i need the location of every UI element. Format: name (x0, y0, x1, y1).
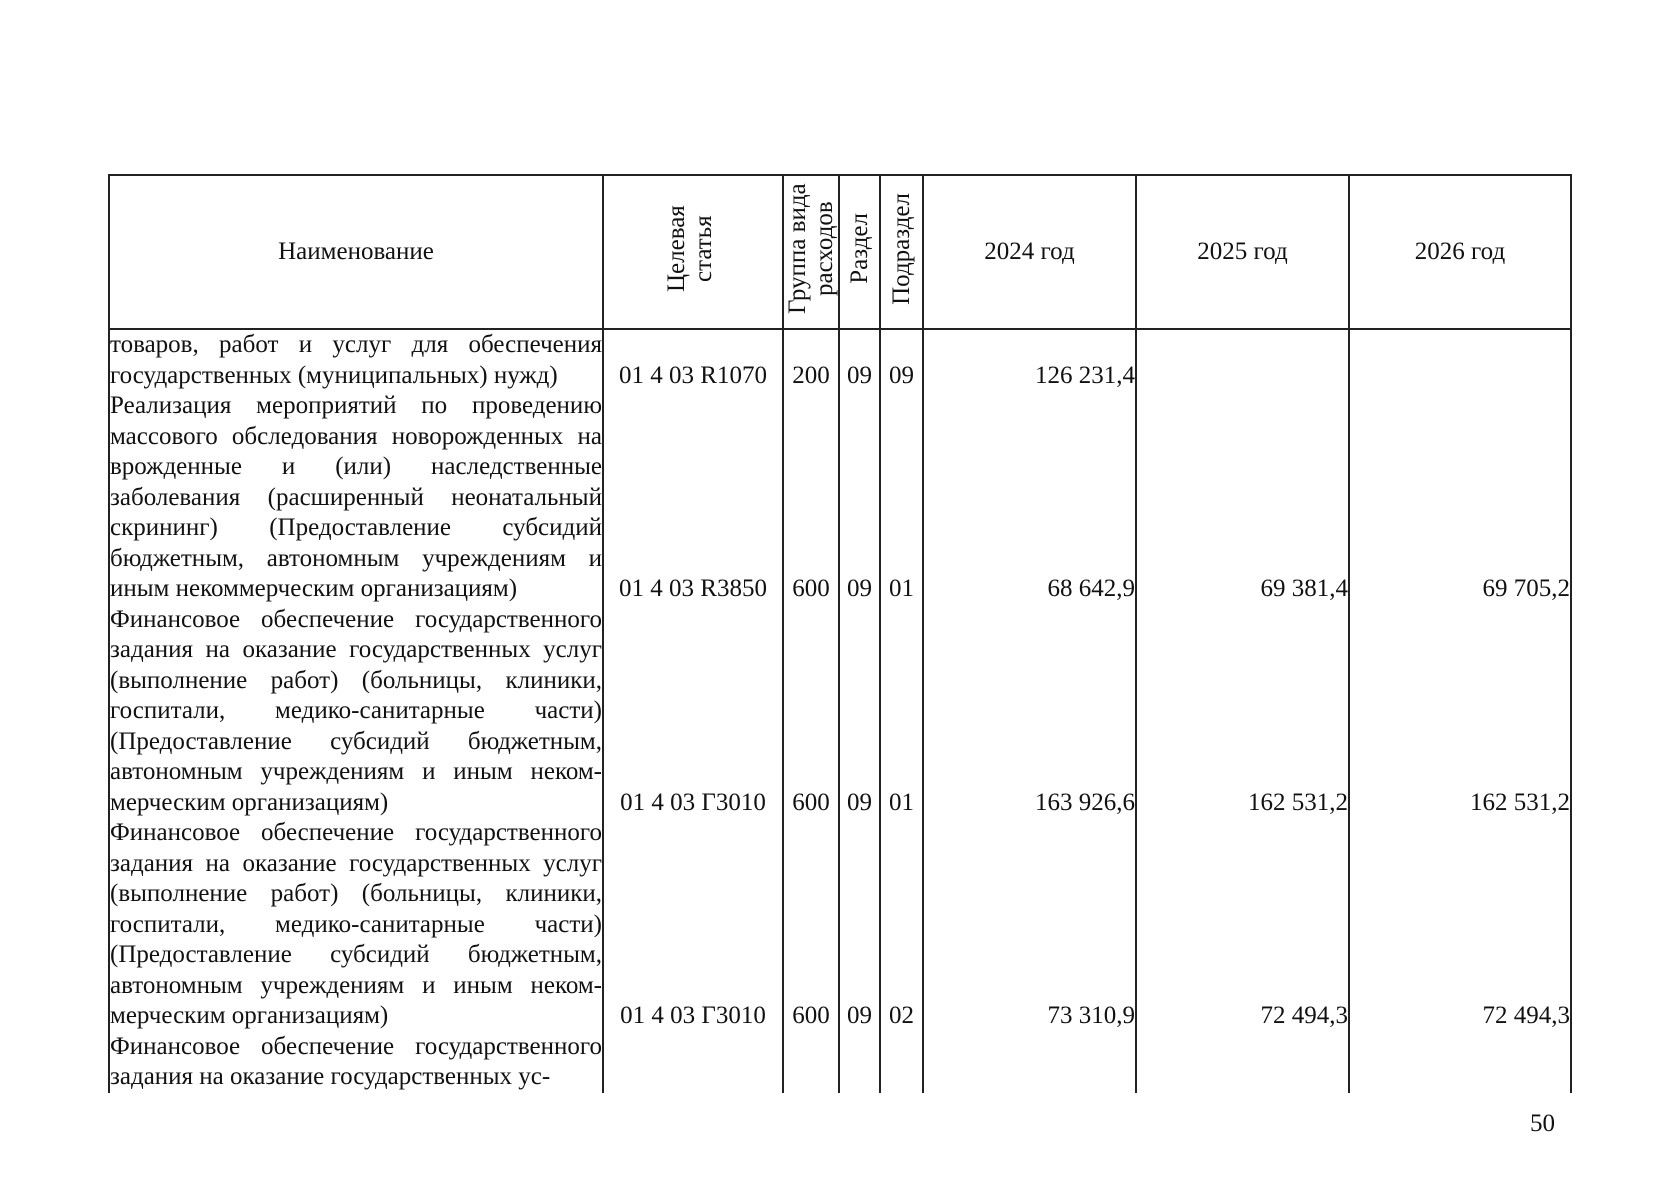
header-subsection: Подраздел (880, 175, 923, 329)
row-amount-2024 (923, 1032, 1136, 1093)
row-amount-2024: 126 231,4 (923, 329, 1136, 391)
row-name: Финансовое обеспечение государственного задания на оказание государственных ус- (109, 1032, 603, 1093)
row-subsection: 01 (880, 391, 923, 605)
row-name: товаров, работ и услуг для обеспечения государственных (муниципальных) нужд) (109, 329, 603, 391)
row-name: Финансовое обеспечение государственного задания на оказание государственных услуг (выполнение работ) (больницы, клиники, госпитали, медико-санитарные части) (Предоставление субсидий бюджетным, автономным учреждениям и иным некоммерческим организациям) (109, 818, 603, 1032)
row-section: 09 (839, 329, 880, 391)
row-amount-2025 (1136, 329, 1349, 391)
row-subsection: 02 (880, 818, 923, 1032)
row-amount-2024: 68 642,9 (923, 391, 1136, 605)
row-target-article (603, 1032, 783, 1093)
row-amount-2025: 69 381,4 (1136, 391, 1349, 605)
header-year-2024: 2024 год (923, 175, 1136, 329)
row-subsection: 01 (880, 605, 923, 819)
row-section (839, 1032, 880, 1093)
row-section: 09 (839, 818, 880, 1032)
table-row (109, 818, 1571, 1032)
row-amount-2026 (1349, 329, 1571, 391)
row-name: Реализация мероприятий по проведению массового обследования новорожденных на врожденные и (или) наследственные заболевания (расширенный неонатальный скрининг) (Предоставление субсидий бюджетным, автономным учреждениям и иным некоммерческим организациям) (109, 391, 603, 605)
header-expense-group: Группа вида расходов (783, 175, 839, 329)
header-target-article: Целевая статья (603, 175, 783, 329)
row-expense-group: 200 (783, 329, 839, 391)
row-amount-2024: 73 310,9 (923, 818, 1136, 1032)
table-row (109, 605, 1571, 819)
row-amount-2025: 72 494,3 (1136, 818, 1349, 1032)
row-target-article: 01 4 03 Г3010 (603, 605, 783, 819)
row-amount-2024: 163 926,6 (923, 605, 1136, 819)
header-year-2025: 2025 год (1136, 175, 1349, 329)
row-subsection (880, 1032, 923, 1093)
budget-table (108, 174, 1572, 1093)
row-expense-group (783, 1032, 839, 1093)
row-section: 09 (839, 605, 880, 819)
row-expense-group: 600 (783, 391, 839, 605)
header-section: Раздел (839, 175, 880, 329)
table-row (109, 391, 1571, 605)
row-subsection: 09 (880, 329, 923, 391)
row-amount-2026: 162 531,2 (1349, 605, 1571, 819)
row-target-article: 01 4 03 R1070 (603, 329, 783, 391)
page-number: 50 (1530, 1110, 1555, 1137)
row-amount-2026: 72 494,3 (1349, 818, 1571, 1032)
row-section: 09 (839, 391, 880, 605)
table-row (109, 329, 1571, 391)
row-amount-2025 (1136, 1032, 1349, 1093)
row-target-article: 01 4 03 R3850 (603, 391, 783, 605)
row-amount-2026 (1349, 1032, 1571, 1093)
row-amount-2026: 69 705,2 (1349, 391, 1571, 605)
row-name: Финансовое обеспечение государственного задания на оказание государственных услуг (выполнение работ) (больницы, клиники, госпитали, медико-санитарные части) (Предоставление субсидий бюджетным, автономным учреждениям и иным некоммерческим организациям) (109, 605, 603, 819)
table-header-row (109, 175, 1571, 329)
row-expense-group: 600 (783, 605, 839, 819)
row-expense-group: 600 (783, 818, 839, 1032)
header-name: Наименование (109, 175, 603, 329)
row-amount-2025: 162 531,2 (1136, 605, 1349, 819)
table-row (109, 1032, 1571, 1093)
row-target-article: 01 4 03 Г3010 (603, 818, 783, 1032)
header-year-2026: 2026 год (1349, 175, 1571, 329)
